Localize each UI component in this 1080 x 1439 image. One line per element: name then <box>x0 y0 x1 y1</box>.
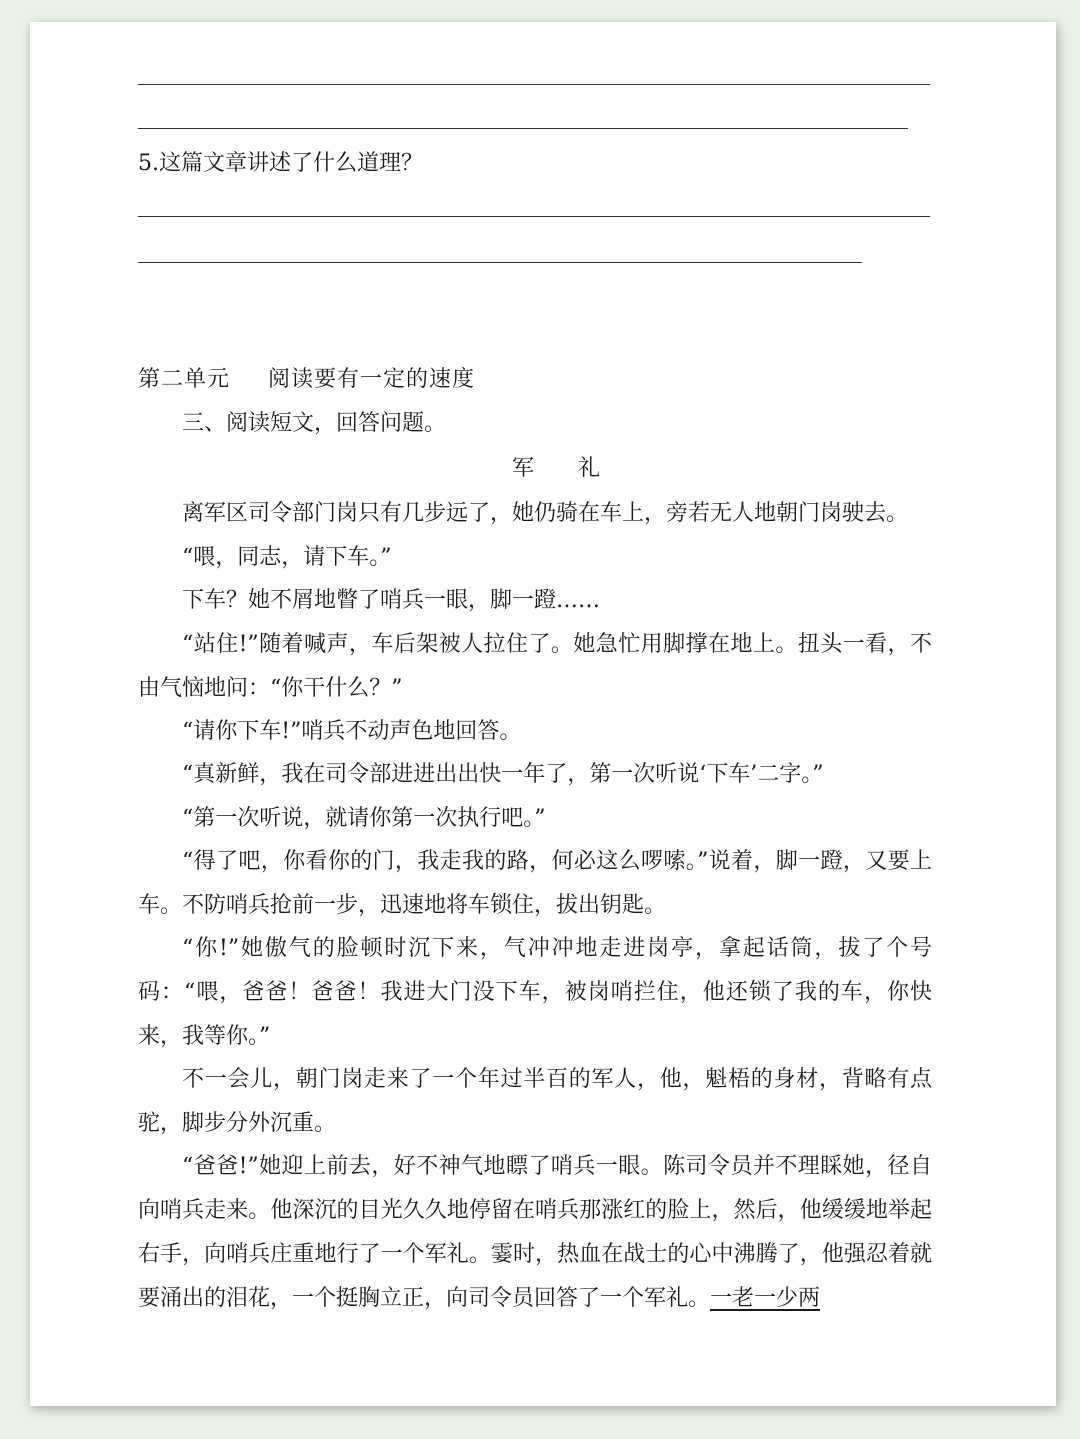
story-paragraph: “请你下车!”哨兵不动声色地回答。 <box>182 719 522 744</box>
story-paragraph: 不一会儿，朝门岗走来了一个年过半百的军人，他，魁梧的身材，背略有点驼，脚步分外沉重。 <box>138 1067 932 1136</box>
story-paragraph: 下车？她不屑地瞥了哨兵一眼，脚一蹬…… <box>182 588 601 613</box>
unit-heading <box>138 358 475 402</box>
story-paragraph: “真新鲜，我在司令部进进出出快一年了，第一次听说‘下车’二字。” <box>182 762 824 787</box>
answer-line[interactable] <box>138 128 908 129</box>
story-paragraph-last <box>138 1145 932 1321</box>
worksheet-page <box>30 22 1056 1406</box>
story-paragraph: “第一次听说，就请你第一次执行吧。” <box>182 806 546 831</box>
underlined-phrase: 一老一少两 <box>710 1286 821 1311</box>
story-paragraph: “得了吧，你看你的门，我走我的路，何必这么啰嗦。”说着，脚一蹬，又要上车。不防哨兵抢前一步，迅速地将车锁住，拔出钥匙。 <box>138 849 932 918</box>
unit-label: 第二单元 <box>138 367 231 392</box>
answer-line[interactable] <box>138 216 930 217</box>
story-title-char: 礼 <box>578 456 601 481</box>
question-5: 5.这篇文章讲述了什么道理？ <box>138 151 423 176</box>
unit-title: 阅读要有一定的速度 <box>268 367 476 392</box>
story-paragraph: “站住!”随着喊声，车后架被人拉住了。她急忙用脚撑在地上。扭头一看，不由气恼地问：“你干什么？” <box>138 632 932 701</box>
story-paragraph: “喂，同志，请下车。” <box>182 545 392 570</box>
last-paragraph-text: “爸爸!”她迎上前去，好不神气地瞟了哨兵一眼。陈司令员并不理睬她，径自向哨兵走来。他深沉的目光久久地停留在哨兵那涨红的脸上，然后，他缓缓地举起右手，向哨兵庄重地行了一个军礼。霎时，热血在战士的心中沸腾了，他强忍着就要涌出的泪花，一个挺胸立正，向司令员回答了一个军礼。 <box>138 1154 932 1311</box>
story-title-char: 军 <box>512 456 535 481</box>
answer-line[interactable] <box>138 262 862 263</box>
story-paragraph: 离军区司令部门岗只有几步远了，她仍骑在车上，旁若无人地朝门岗驶去。 <box>182 501 909 526</box>
section-instruction: 三、阅读短文，回答问题。 <box>182 411 447 436</box>
story-paragraph: “你!”她傲气的脸顿时沉下来，气冲冲地走进岗亭，拿起话筒，拔了个号码：“喂，爸爸！爸爸！我进大门没下车，被岗哨拦住，他还锁了我的车，你快来，我等你。” <box>138 936 932 1049</box>
story-title <box>512 447 600 491</box>
answer-line[interactable] <box>138 84 930 85</box>
